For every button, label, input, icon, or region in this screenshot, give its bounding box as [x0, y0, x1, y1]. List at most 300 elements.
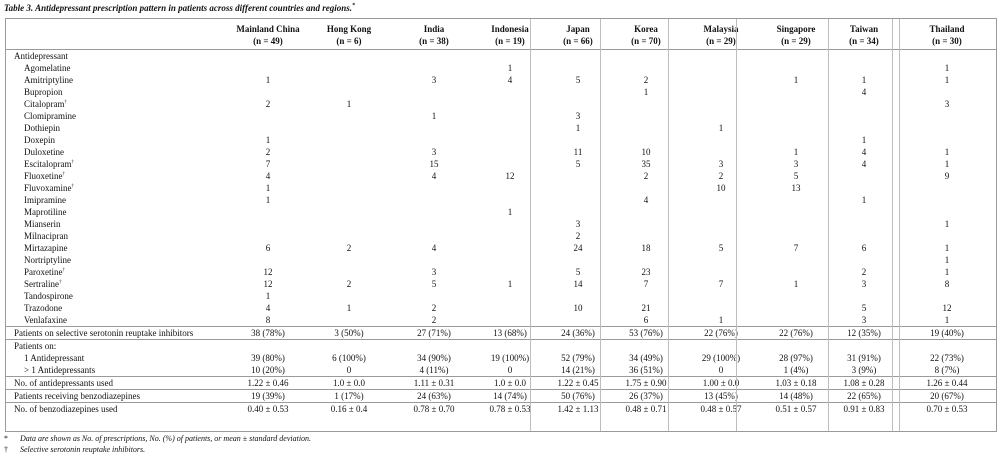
table-cell: 1 — [718, 122, 724, 133]
table-cell: 5 — [575, 158, 581, 169]
table-cell: 35 — [641, 158, 651, 169]
table-cell: 1 — [265, 182, 271, 193]
column-header-n: (n = 66) — [563, 36, 593, 46]
footnote-text: Selective serotonin reuptake inhibitors. — [20, 445, 146, 454]
table-cell — [898, 206, 996, 218]
table-cell — [830, 230, 898, 242]
drug-row — [6, 110, 996, 122]
drug-row — [6, 182, 996, 194]
table-cell — [830, 254, 898, 266]
row-label — [6, 134, 230, 146]
table-cell — [680, 134, 762, 146]
table-cell: 7 — [718, 278, 724, 289]
footnote — [4, 445, 145, 454]
table-cell — [476, 98, 544, 110]
row-label — [6, 98, 230, 110]
table-cell — [830, 122, 898, 134]
table-cell: 1 — [643, 86, 649, 97]
table-cell — [476, 86, 544, 98]
column-header — [762, 19, 830, 49]
table-cell — [476, 254, 544, 266]
table-cell — [612, 122, 680, 134]
table-cell: 21 — [641, 302, 651, 313]
table-cell: 3 — [575, 218, 581, 229]
table-cell — [762, 266, 830, 278]
table-cell: 1 — [265, 290, 271, 301]
table-cell: 8 (7%) — [934, 364, 960, 375]
table-cell — [680, 146, 762, 158]
row-label — [6, 206, 230, 218]
table-cell — [762, 302, 830, 314]
row-label-text: Maprotiline — [24, 206, 67, 217]
column-header-name: Singapore — [776, 24, 816, 34]
column-header-n: (n = 30) — [932, 36, 962, 46]
table-cell: 1 — [346, 98, 352, 109]
table-cell: 4 — [643, 194, 649, 205]
table-cell — [762, 62, 830, 74]
table-cell — [898, 230, 996, 242]
table-cell: 0.91 ± 0.83 — [830, 402, 898, 415]
drug-row — [6, 134, 996, 146]
table-cell — [762, 194, 830, 206]
table-cell — [612, 49, 680, 62]
column-header-n: (n = 38) — [419, 36, 449, 46]
row-label — [6, 170, 230, 182]
table-cell: 14 (48%) — [762, 389, 830, 402]
table-cell — [476, 242, 544, 254]
row-label — [6, 278, 230, 290]
table-cell — [830, 206, 898, 218]
column-header — [544, 19, 612, 49]
table-cell: 5 — [718, 242, 724, 253]
drug-row — [6, 254, 996, 266]
table-cell — [476, 49, 544, 62]
row-label — [6, 218, 230, 230]
table-cell: 2 — [861, 266, 867, 277]
table-cell — [544, 98, 612, 110]
table-cell: 8 — [944, 278, 950, 289]
table-cell: 1 — [793, 146, 799, 157]
table-cell — [544, 170, 612, 182]
table-cell — [230, 110, 306, 122]
table-cell: 1.03 ± 0.18 — [762, 376, 830, 389]
row-label — [6, 364, 230, 377]
table-cell: 1 — [507, 62, 513, 73]
row-label — [6, 352, 230, 364]
table-cell: 14 (21%) — [561, 364, 595, 375]
table-cell — [680, 110, 762, 122]
ssri-marker: † — [64, 99, 67, 105]
table-caption — [4, 3, 355, 13]
table-cell: 1.26 ± 0.44 — [898, 376, 996, 389]
table-cell — [392, 194, 476, 206]
row-label — [6, 74, 230, 86]
table-cell — [680, 86, 762, 98]
table-cell: 14 — [573, 278, 583, 289]
table-cell: 1.22 ± 0.46 — [230, 376, 306, 389]
table-cell — [544, 254, 612, 266]
table-cell — [544, 134, 612, 146]
table-cell: 2 — [718, 170, 724, 181]
drug-row — [6, 314, 996, 327]
table-cell — [898, 134, 996, 146]
table-cell: 22 (65%) — [830, 389, 898, 402]
row-label-text: Clomipramine — [24, 110, 76, 121]
drug-row — [6, 158, 996, 170]
table-cell: 1 — [265, 134, 271, 145]
drug-row — [6, 230, 996, 242]
table-cell: 13 (45%) — [680, 389, 762, 402]
row-label-text: Mirtazapine — [24, 242, 68, 253]
column-header — [612, 19, 680, 49]
row-label — [6, 339, 230, 352]
table-cell: 20 (67%) — [898, 389, 996, 402]
table-cell: 10 — [641, 146, 651, 157]
drug-row — [6, 242, 996, 254]
drug-row — [6, 266, 996, 278]
column-divider — [899, 19, 900, 431]
table-cell — [680, 290, 762, 302]
table-cell: 3 — [431, 266, 437, 277]
table-cell — [306, 194, 392, 206]
table-cell — [762, 134, 830, 146]
table-cell: 0.48 ± 0.71 — [612, 402, 680, 415]
row-label-text: Doxepin — [24, 134, 55, 145]
table-cell: 1.0 ± 0.0 — [476, 376, 544, 389]
row-label-text: Patients on selective serotonin reuptake inhibitors — [14, 327, 194, 338]
column-header-n: (n = 29) — [706, 36, 736, 46]
table-cell: 3 — [793, 158, 799, 169]
row-label — [6, 182, 230, 194]
row-label-text: Patients receiving benzodiazepines — [14, 390, 140, 401]
table-cell — [306, 110, 392, 122]
table-cell — [762, 98, 830, 110]
header-empty-cell — [6, 19, 230, 49]
table-cell — [306, 62, 392, 74]
table-cell: 7 — [265, 158, 271, 169]
table-cell: 39 (80%) — [251, 352, 285, 363]
column-header-n: (n = 19) — [495, 36, 525, 46]
table-cell — [680, 302, 762, 314]
column-header-name: Hong Kong — [326, 24, 372, 34]
table-cell — [306, 266, 392, 278]
column-divider — [736, 19, 737, 431]
drug-row — [6, 278, 996, 290]
footnote-marker: † — [4, 445, 8, 454]
drug-row — [6, 170, 996, 182]
drug-row — [6, 74, 996, 86]
table-cell: 12 — [505, 170, 515, 181]
column-header-name: Taiwan — [849, 24, 879, 34]
table-cell: 1 — [861, 134, 867, 145]
row-label-text: Fluvoxamine — [24, 182, 72, 193]
row-label — [6, 49, 230, 62]
table-cell: 1.11 ± 0.31 — [392, 376, 476, 389]
table-cell: 1 — [346, 302, 352, 313]
table-cell — [544, 290, 612, 302]
row-label-text: Citalopram — [24, 98, 65, 109]
table-cell: 4 — [431, 170, 437, 181]
table-cell: 4 — [861, 158, 867, 169]
row-label — [6, 158, 230, 170]
table-cell: 1 — [507, 278, 513, 289]
row-label-text: Escitalopram — [24, 158, 72, 169]
table-cell — [680, 194, 762, 206]
table-cell — [612, 206, 680, 218]
table-cell: 11 — [573, 146, 583, 157]
table-cell: 2 — [346, 242, 352, 253]
footnote-marker: * — [4, 434, 8, 443]
table-cell: 1 — [944, 218, 950, 229]
column-header-name: Korea — [634, 24, 658, 34]
table-title: Table 3. Antidepressant prescription pattern in patients across different countries and regions. — [4, 3, 352, 13]
table-cell: 3 — [944, 98, 950, 109]
table-cell — [392, 218, 476, 230]
table-cell — [762, 314, 830, 327]
row-label-text: Antidepressant — [14, 50, 68, 61]
column-divider — [828, 19, 829, 431]
table-cell — [544, 314, 612, 327]
table-cell: 4 — [265, 170, 271, 181]
table-cell — [612, 218, 680, 230]
drug-row — [6, 302, 996, 314]
row-label-text: Tandospirone — [24, 290, 73, 301]
table-cell — [680, 254, 762, 266]
row-label — [6, 62, 230, 74]
table-cell — [830, 290, 898, 302]
table-cell — [230, 122, 306, 134]
table-cell: 0.70 ± 0.53 — [898, 402, 996, 415]
table-cell — [544, 62, 612, 74]
table-cell — [612, 62, 680, 74]
table-cell — [306, 74, 392, 86]
table-cell: 1 — [944, 146, 950, 157]
table-cell — [392, 134, 476, 146]
table-cell — [476, 110, 544, 122]
column-header-name: Mainland China — [236, 24, 300, 34]
row-label — [6, 389, 230, 402]
table-cell: 0 — [718, 364, 724, 375]
table-cell: 3 — [861, 278, 867, 289]
table-cell — [762, 122, 830, 134]
table-cell: 3 — [431, 74, 437, 85]
table-cell: 1 — [431, 110, 437, 121]
table-cell: 26 (37%) — [612, 389, 680, 402]
table-cell: 8 — [265, 314, 271, 325]
table-cell: 13 — [791, 182, 801, 193]
table-cell — [680, 230, 762, 242]
table-cell: 2 — [346, 278, 352, 289]
table-cell — [612, 339, 680, 352]
drug-row — [6, 98, 996, 110]
table-cell — [392, 339, 476, 352]
table-cell — [762, 254, 830, 266]
table-cell: 4 (11%) — [419, 364, 449, 375]
table-cell — [476, 182, 544, 194]
table-cell: 13 (68%) — [476, 326, 544, 339]
row-label — [6, 146, 230, 158]
table-cell — [762, 230, 830, 242]
row-label-text: Agomelatine — [24, 62, 71, 73]
row-label — [6, 194, 230, 206]
drug-row — [6, 146, 996, 158]
table-cell — [898, 194, 996, 206]
table-cell — [230, 62, 306, 74]
summary-row — [6, 326, 996, 339]
row-label — [6, 290, 230, 302]
table-cell — [898, 290, 996, 302]
column-divider — [892, 19, 893, 431]
row-label-text: Sertraline — [24, 278, 59, 289]
table-cell — [680, 49, 762, 62]
table-cell — [306, 122, 392, 134]
table-cell — [830, 218, 898, 230]
table-cell: 1 — [507, 206, 513, 217]
table-cell: 1.00 ± 0.0 — [680, 376, 762, 389]
row-label-text: Venlafaxine — [24, 314, 67, 325]
table-cell — [476, 302, 544, 314]
table-cell: 1 — [944, 314, 950, 325]
table-cell — [306, 254, 392, 266]
row-label — [6, 326, 230, 339]
table-cell: 1 — [944, 254, 950, 265]
column-divider — [668, 19, 669, 431]
table-cell — [680, 218, 762, 230]
section-row — [6, 49, 996, 62]
table-cell: 12 (35%) — [830, 326, 898, 339]
row-label-text: Nortriptyline — [24, 254, 71, 265]
column-header-n: (n = 6) — [336, 36, 362, 46]
table-cell — [612, 110, 680, 122]
ssri-marker: † — [59, 279, 62, 285]
row-label-text: Paroxetine — [24, 266, 63, 277]
column-header-name: India — [423, 24, 445, 34]
table-cell: 12 — [942, 302, 952, 313]
table-cell — [830, 62, 898, 74]
table-cell — [762, 206, 830, 218]
table-cell — [392, 230, 476, 242]
column-header-name: Malaysia — [703, 24, 739, 34]
table-cell — [680, 98, 762, 110]
column-header-n: (n = 34) — [849, 36, 879, 46]
table-cell: 7 — [793, 242, 799, 253]
table-cell: 6 — [265, 242, 271, 253]
table-cell: 5 — [431, 278, 437, 289]
column-header-name: Indonesia — [491, 24, 529, 34]
row-label — [6, 254, 230, 266]
table-cell: 24 (36%) — [544, 326, 612, 339]
table-cell — [306, 86, 392, 98]
table-cell — [898, 49, 996, 62]
footnote-text: Data are shown as No. of prescriptions, No. (%) of patients, or mean ± standard deviation. — [20, 434, 312, 443]
table-cell — [612, 98, 680, 110]
table-cell — [306, 314, 392, 327]
row-label-text: Amitriptyline — [24, 74, 73, 85]
table-cell: 19 (39%) — [230, 389, 306, 402]
ssri-marker: † — [71, 159, 74, 165]
table-cell: 6 — [861, 242, 867, 253]
row-label-text: 1 Antidepressant — [24, 352, 85, 363]
table-cell — [306, 230, 392, 242]
column-header — [680, 19, 762, 49]
table-cell: 0 — [507, 364, 513, 375]
table-cell: 6 (100%) — [332, 352, 366, 363]
table-cell — [306, 134, 392, 146]
table-cell — [544, 206, 612, 218]
table-cell — [230, 49, 306, 62]
table-cell: 5 — [575, 266, 581, 277]
table-cell: 18 — [641, 242, 651, 253]
table-cell: 4 — [265, 302, 271, 313]
table-cell: 50 (76%) — [544, 389, 612, 402]
column-header-name: Japan — [566, 24, 590, 34]
summary-row — [6, 376, 996, 389]
table-cell: 15 — [429, 158, 439, 169]
table-cell: 52 (79%) — [561, 352, 595, 363]
row-label-text: Patients on: — [14, 340, 57, 351]
table-cell: 0.51 ± 0.57 — [762, 402, 830, 415]
table-cell: 34 (90%) — [417, 352, 451, 363]
table-cell: 22 (73%) — [930, 352, 964, 363]
table-cell — [680, 62, 762, 74]
column-header-n: (n = 49) — [253, 36, 283, 46]
table-cell: 22 (76%) — [762, 326, 830, 339]
table-cell: 27 (71%) — [392, 326, 476, 339]
table-cell: 2 — [431, 314, 437, 325]
row-label — [6, 110, 230, 122]
table-cell — [476, 314, 544, 327]
table-cell: 2 — [643, 74, 649, 85]
column-header — [306, 19, 392, 49]
table-cell: 1 — [944, 266, 950, 277]
table-cell — [392, 122, 476, 134]
table-cell: 3 (50%) — [306, 326, 392, 339]
table-cell: 34 (49%) — [629, 352, 663, 363]
row-label — [6, 302, 230, 314]
column-header-n: (n = 70) — [631, 36, 661, 46]
table-cell: 36 (51%) — [629, 364, 663, 375]
drug-row — [6, 206, 996, 218]
table-cell — [476, 266, 544, 278]
table-title-marker: * — [351, 3, 355, 9]
summary-row — [6, 402, 996, 415]
table-cell — [306, 290, 392, 302]
table-cell: 1 (4%) — [783, 364, 809, 375]
table-cell — [830, 339, 898, 352]
table-cell — [230, 206, 306, 218]
row-label — [6, 242, 230, 254]
row-label-text: > 1 Antidepressants — [24, 364, 96, 375]
table-cell: 1 — [793, 74, 799, 85]
drug-row — [6, 194, 996, 206]
table-cell — [612, 290, 680, 302]
table-cell — [680, 206, 762, 218]
table-cell: 29 (100%) — [701, 352, 741, 363]
table-cell — [392, 62, 476, 74]
table-cell — [392, 86, 476, 98]
table-cell: 1 — [265, 194, 271, 205]
table-cell: 2 — [431, 302, 437, 313]
row-label — [6, 266, 230, 278]
table-cell: 1 — [861, 194, 867, 205]
drug-row — [6, 290, 996, 302]
table-body — [6, 19, 996, 415]
table-cell: 6 — [643, 314, 649, 325]
table-cell: 0.40 ± 0.53 — [230, 402, 306, 415]
table-cell — [830, 110, 898, 122]
table-cell — [544, 49, 612, 62]
drug-row — [6, 62, 996, 74]
